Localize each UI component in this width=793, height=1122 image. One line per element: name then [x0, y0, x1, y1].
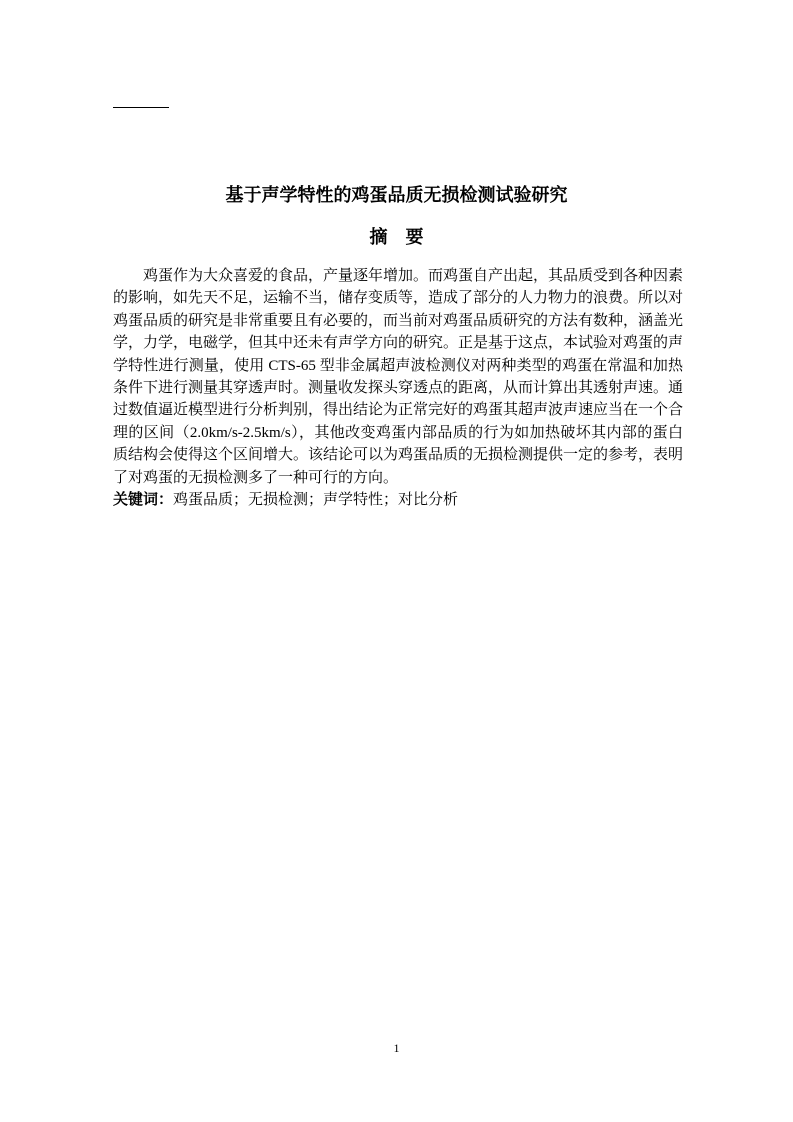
- keywords-label: 关键词：: [113, 492, 174, 509]
- abstract-paragraph: 鸡蛋作为大众喜爱的食品，产量逐年增加。而鸡蛋自产出起，其品质受到各种因素的影响，如先天不足，运输不当，储存变质等，造成了部分的人力物力的浪费。所以对鸡蛋品质的研究是非常重要且有必要的，而当前对鸡蛋品质研究的方法有数种，涵盖光学，力学，电磁学，但其中还未有声学方向的研究。正是基于这点，本试验对鸡蛋的声学特性进行测量，使用 CTS-65 型非金属超声波检测仪对两种类型的鸡蛋在常温和加热条件下进行测量其穿透声时。测量收发探头穿透点的距离，从而计算出其透射声速。通过数值逼近模型进行分析判别，得出结论为正常完好的鸡蛋其超声波声速应当在一个合理的区间（2.0km/s-2.5km/s），其他改变鸡蛋内部品质的行为如加热破坏其内部的蛋白质结构会使得这个区间增大。该结论可以为鸡蛋品质的无损检测提供一定的参考，表明了对鸡蛋的无损检测多了一种可行的方向。: [113, 268, 684, 486]
- paper-title: 基于声学特性的鸡蛋品质无损检测试验研究: [225, 185, 568, 205]
- abstract-heading: 摘 要: [369, 227, 424, 247]
- keywords-value: 鸡蛋品质；无损检测；声学特性；对比分析: [173, 492, 459, 509]
- header-rule: [113, 107, 169, 108]
- abstract-section: [113, 265, 683, 511]
- keywords-line: [113, 489, 683, 511]
- page-number: 1: [393, 1041, 400, 1055]
